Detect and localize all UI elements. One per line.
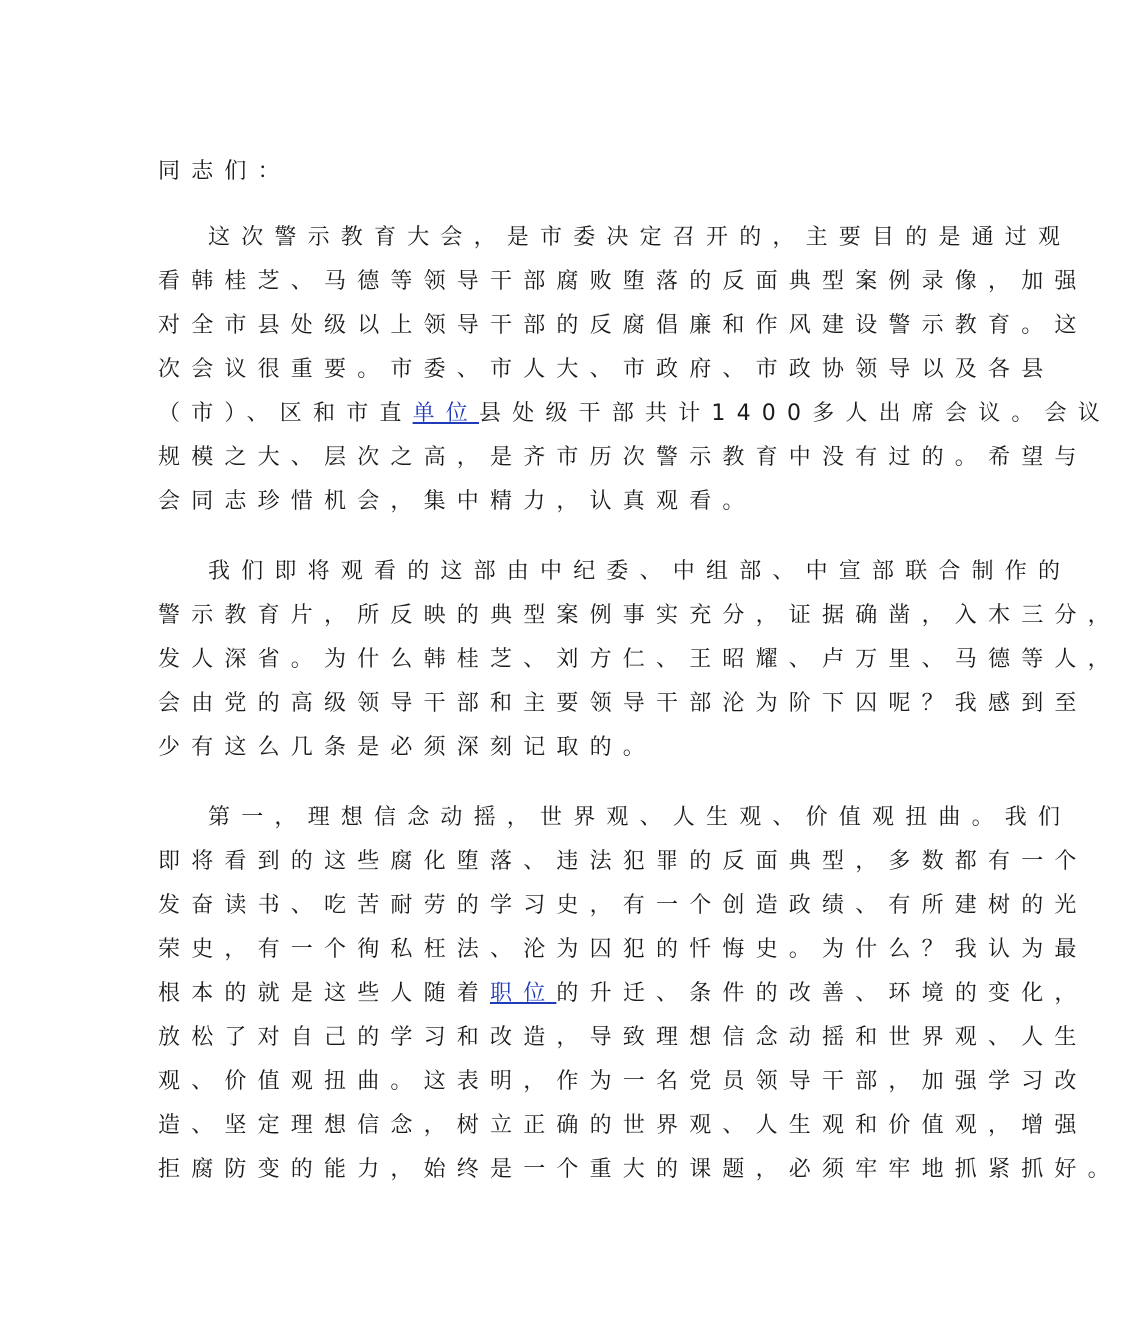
line-text: 根本的就是这些人随着 bbox=[158, 981, 491, 1006]
paragraph-line: 造、坚定理想信念，树立正确的世界观、人生观和价值观，增强 bbox=[158, 1113, 1088, 1138]
paragraph-line: 看韩桂芝、马德等领导干部腐败堕落的反面典型案例录像，加强 bbox=[158, 269, 1088, 294]
line-text: （市）、区和市直 bbox=[158, 401, 413, 426]
paragraph-line: 少有这么几条是必须深刻记取的。 bbox=[158, 735, 657, 760]
paragraph-line: 放松了对自己的学习和改造，导致理想信念动摇和世界观、人生 bbox=[158, 1025, 1088, 1050]
paragraph-line: 对全市县处级以上领导干部的反腐倡廉和作风建设警示教育。这 bbox=[158, 313, 1088, 338]
paragraph-line: 发人深省。为什么韩桂芝、刘方仁、王昭耀、卢万里、马德等人， bbox=[158, 647, 1121, 672]
line-text: 的升迁、条件的改善、环境的变化， bbox=[556, 981, 1088, 1006]
paragraph-line bbox=[158, 399, 1111, 429]
paragraph-line: 我们即将观看的这部由中纪委、中组部、中宣部联合制作的 bbox=[208, 559, 1072, 584]
link-zhiwei[interactable]: 职位 bbox=[490, 981, 557, 1006]
paragraph-line: 警示教育片，所反映的典型案例事实充分，证据确凿，入木三分， bbox=[158, 603, 1121, 628]
paragraph-line: 第一，理想信念动摇，世界观、人生观、价值观扭曲。我们 bbox=[208, 805, 1072, 830]
paragraph-line: 这次警示教育大会，是市委决定召开的，主要目的是通过观 bbox=[208, 225, 1072, 250]
paragraph-line: 规模之大、层次之高，是齐市历次警示教育中没有过的。希望与 bbox=[158, 445, 1088, 470]
paragraph-line: 会由党的高级领导干部和主要领导干部沦为阶下囚呢？我感到至 bbox=[158, 691, 1088, 716]
paragraph-line: 荣史，有一个徇私枉法、沦为囚犯的忏悔史。为什么？我认为最 bbox=[158, 937, 1088, 962]
link-danwei[interactable]: 单位 bbox=[412, 401, 480, 426]
paragraph-line: 拒腐防变的能力，始终是一个重大的课题，必须牢牢地抓紧抓好。 bbox=[158, 1157, 1121, 1182]
salutation: 同志们： bbox=[158, 159, 291, 184]
paragraph-line: 会同志珍惜机会，集中精力，认真观看。 bbox=[158, 489, 756, 514]
paragraph-line bbox=[158, 979, 1088, 1009]
paragraph-line: 次会议很重要。市委、市人大、市政府、市政协领导以及各县 bbox=[158, 357, 1055, 382]
paragraph-line: 观、价值观扭曲。这表明，作为一名党员领导干部，加强学习改 bbox=[158, 1069, 1088, 1094]
paragraph-line: 即将看到的这些腐化堕落、违法犯罪的反面典型，多数都有一个 bbox=[158, 849, 1088, 874]
line-text: 县处级干部共计1400多人出席会议。会议 bbox=[479, 401, 1112, 426]
paragraph-line: 发奋读书、吃苦耐劳的学习史，有一个创造政绩、有所建树的光 bbox=[158, 893, 1088, 918]
